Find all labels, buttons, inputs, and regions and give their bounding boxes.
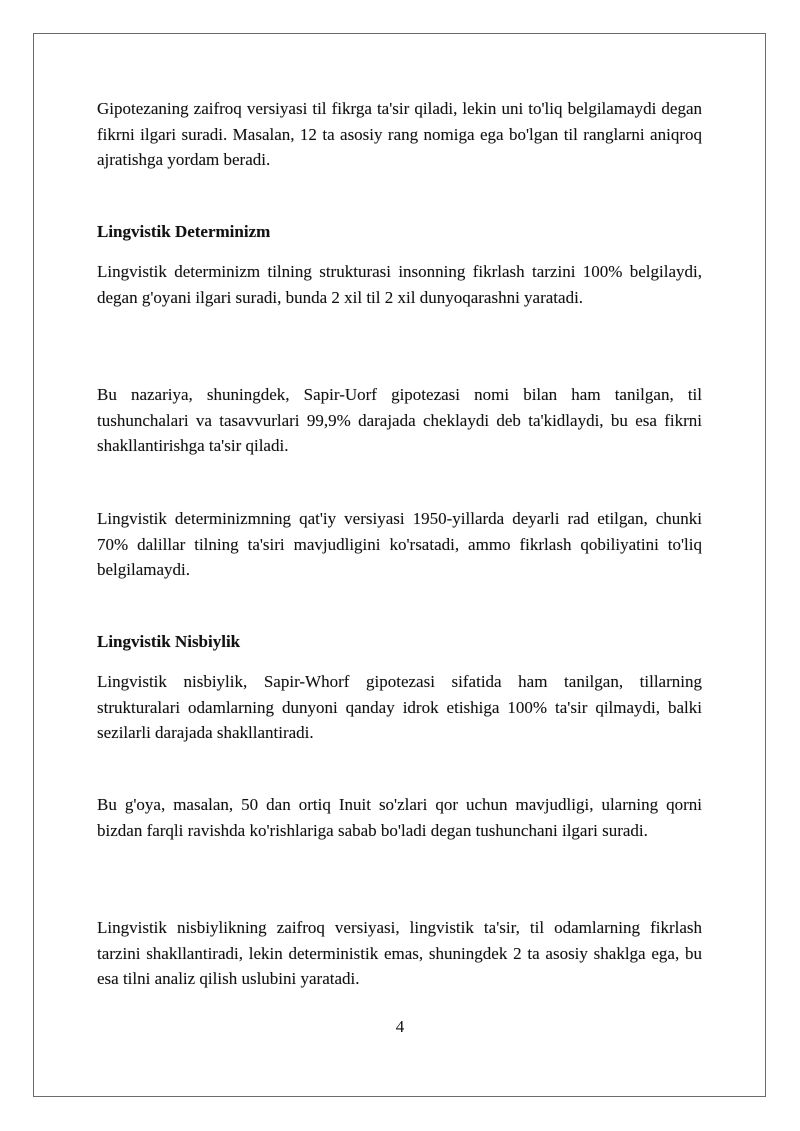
paragraph-inuit-snow-words: Bu g'oya, masalan, 50 dan ortiq Inuit so'zlari qor uchun mavjudligi, ularning qorni bizdan farqli ravishda ko'rishlariga sabab bo'ladi degan tushunchani ilgari suradi.	[97, 795, 702, 840]
paragraph-sapir-whorf-limits: Bu nazariya, shuningdek, Sapir-Uorf gipotezasi nomi bilan ham tanilgan, til tushunchalari va tasavvurlari 99,9% darajada cheklaydi deb ta'kidlaydi, bu esa fikrni shakllantirishga ta'sir qiladi.	[97, 385, 702, 455]
paragraph-determinism-definition: Lingvistik determinizm tilning strukturasi insonning fikrlash tarzini 100% belgilaydi, degan g'oyani ilgari suradi, bunda 2 xil til 2 xil dunyoqarashni yaratadi.	[97, 262, 702, 307]
paragraph-strict-version: Lingvistik determinizmning qat'iy versiyasi 1950-yillarda deyarli rad etilgan, chunki 70% dalillar tilning ta'siri mavjudligini ko'rsatadi, ammo fikrlash qobiliyatini to'liq belgilamaydi.	[97, 509, 702, 579]
heading-linguistic-relativity: Lingvistik Nisbiylik	[97, 632, 241, 651]
paragraph-weak-hypothesis: Gipotezaning zaifroq versiyasi til fikrga ta'sir qiladi, lekin uni to'liq belgilamaydi degan fikrni ilgari suradi. Masalan, 12 ta asosiy rang nomiga ega bo'lgan til ranglarni aniqroq ajratishga yordam beradi.	[97, 99, 702, 169]
heading-linguistic-determinism: Lingvistik Determinizm	[97, 222, 271, 241]
paragraph-relativity-definition: Lingvistik nisbiylik, Sapir-Whorf gipotezasi sifatida ham tanilgan, tillarning strukturalari odamlarning dunyoni qanday idrok etishiga 100% ta'sir qilmaydi, balki sezilarli darajada shakllantiradi.	[97, 672, 702, 742]
page-number: 4	[395, 1017, 405, 1036]
paragraph-weak-relativity: Lingvistik nisbiylikning zaifroq versiyasi, lingvistik ta'sir, til odamlarning fikrlash tarzini shakllantiradi, lekin deterministik emas, shuningdek 2 ta asosiy shaklga ega, bu esa tilni analiz qilish uslubini yaratadi.	[97, 918, 702, 988]
